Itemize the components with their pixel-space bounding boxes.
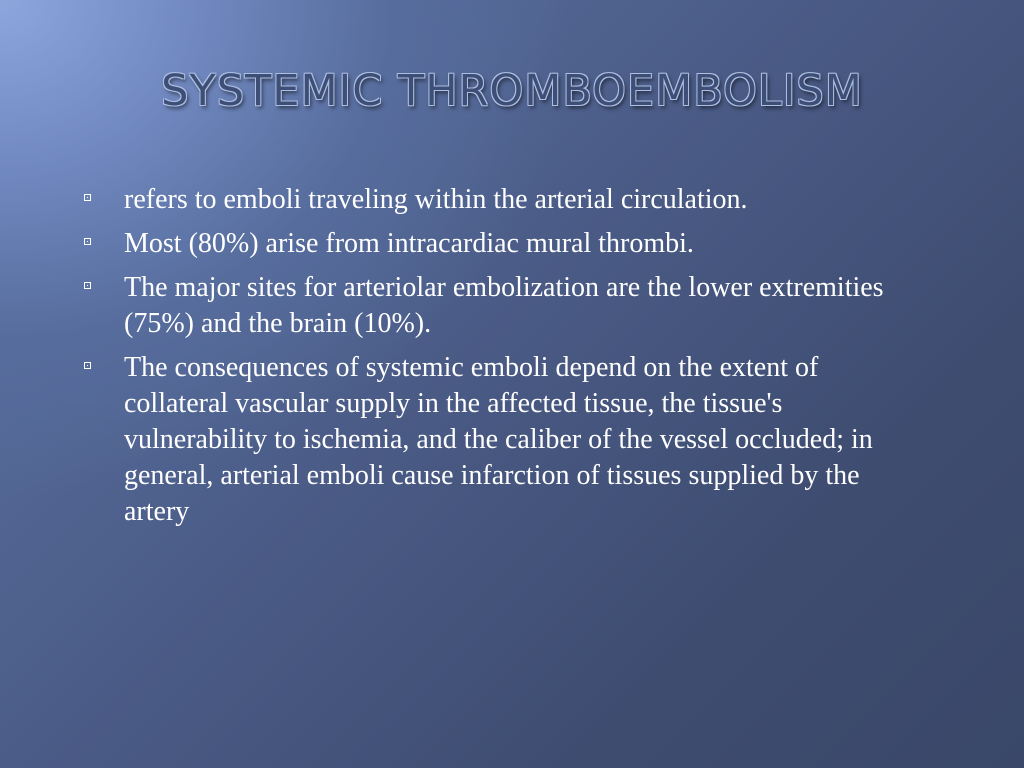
- square-bullet-icon: [84, 362, 91, 369]
- square-bullet-icon: [84, 282, 91, 289]
- square-bullet-icon: [84, 194, 91, 201]
- list-item: [80, 182, 920, 218]
- list-item: [80, 226, 920, 262]
- bullet-text: The consequences of systemic emboli depend on the extent of collateral vascular supply in the affected tissue, the tissue's vulnerability to ischemia, and the caliber of the vessel occluded; in general, arterial emboli cause infarction of tissues supplied by the artery: [124, 352, 873, 527]
- bullet-text: refers to emboli traveling within the arterial circulation.: [124, 184, 748, 215]
- slide-title: SYSTEMIC THROMBOEMBOLISM: [161, 66, 863, 116]
- bullet-list: [80, 182, 920, 538]
- square-bullet-icon: [84, 238, 91, 245]
- bullet-text: Most (80%) arise from intracardiac mural thrombi.: [124, 228, 694, 259]
- list-item: [80, 350, 920, 530]
- list-item: [80, 270, 920, 342]
- bullet-text: The major sites for arteriolar embolization are the lower extremities (75%) and the brain (10%).: [124, 272, 884, 339]
